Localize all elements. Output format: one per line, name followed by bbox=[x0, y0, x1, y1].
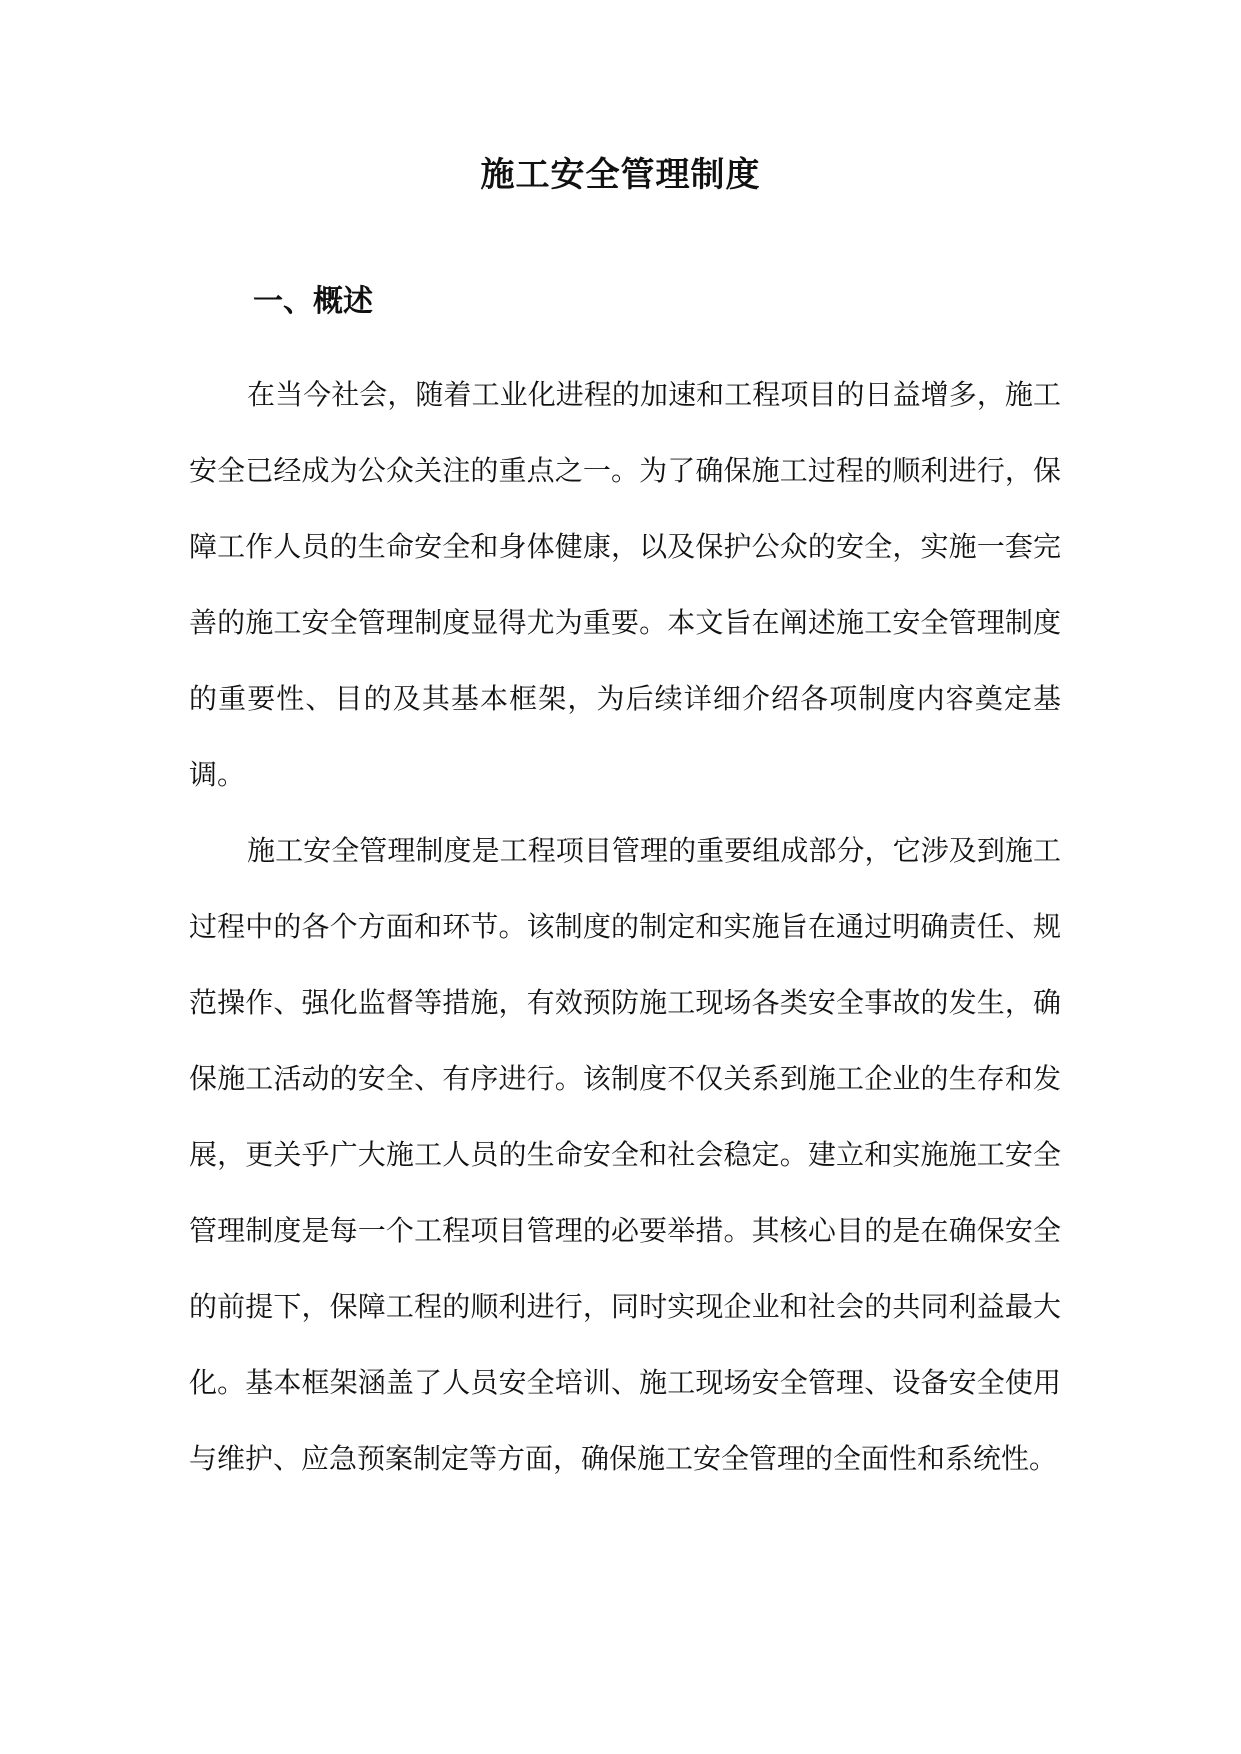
document-title: 施工安全管理制度 bbox=[480, 155, 761, 195]
document-body bbox=[189, 357, 1061, 1497]
paragraph-1: 在当今社会，随着工业化进程的加速和工程项目的日益增多，施工安全已经成为公众关注的重点之一。为了确保施工过程的顺利进行，保障工作人员的生命安全和身体健康，以及保护公众的安全，实施一套完善的施工安全管理制度显得尤为重要。本文旨在阐述施工安全管理制度的重要性、目的及其基本框架，为后续详细介绍各项制度内容奠定基调。 bbox=[189, 378, 1061, 791]
paragraph-2: 施工安全管理制度是工程项目管理的重要组成部分，它涉及到施工过程中的各个方面和环节。该制度的制定和实施旨在通过明确责任、规范操作、强化监督等措施，有效预防施工现场各类安全事故的发生，确保施工活动的安全、有序进行。该制度不仅关系到施工企业的生存和发展，更关乎广大施工人员的生命安全和社会稳定。建立和实施施工安全管理制度是每一个工程项目管理的必要举措。其核心目的是在确保安全的前提下，保障工程的顺利进行，同时实现企业和社会的共同利益最大化。基本框架涵盖了人员安全培训、施工现场安全管理、设备安全使用与维护、应急预案制定等方面，确保施工安全管理的全面性和系统性。 bbox=[189, 834, 1061, 1475]
section-heading: 一、概述 bbox=[253, 284, 373, 319]
